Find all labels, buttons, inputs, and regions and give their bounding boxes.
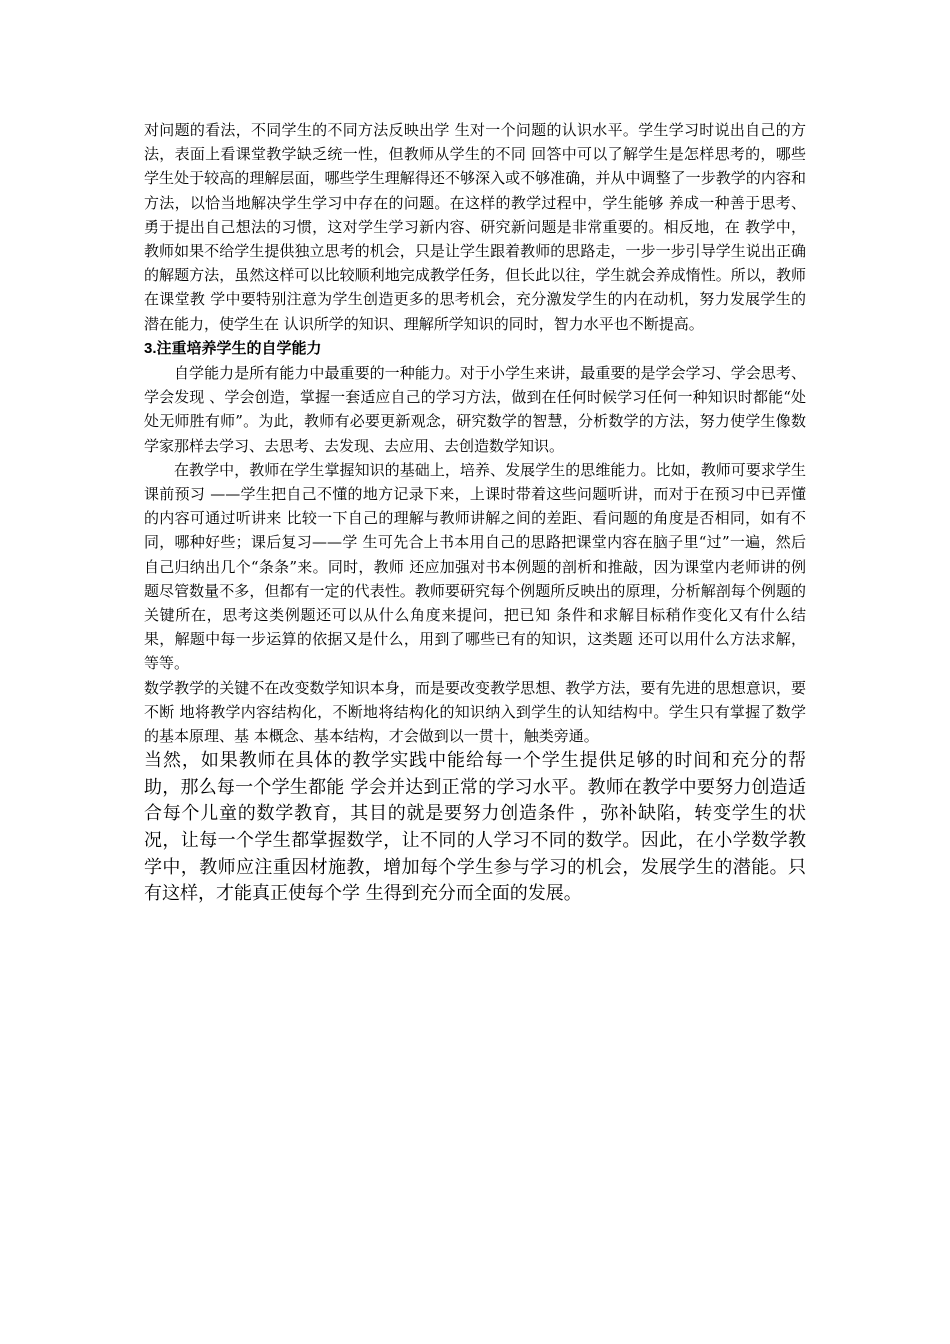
section-number: 3. <box>144 339 157 357</box>
section-title: 注重培养学生的自学能力 <box>156 338 322 357</box>
paragraph-self-study: 自学能力是所有能力中最重要的一种能力。对于小学生来讲，最重要的是学会学习、学会思考、学会发现 、学会创造，掌握一套适应自己的学习方法，做到在任何时候学习任何一种知识时都能“处处无师胜有师”。为此，教师有必要更新观念，研究数学的智慧，分析数学的方法，努力使学生像数学家那样去学习、去思考、去发现、去应用、去创造数学知识。 <box>144 364 806 455</box>
paragraph-teaching-key: 数学教学的关键不在改变数学知识本身，而是要改变教学思想、教学方法，要有先进的思想意识，要不断 地将教学内容结构化，不断地将结构化的知识纳入到学生的认知结构中。学生只有掌握了数学的基本原理、基 本概念、基本结构，才会做到以一贯十，触类旁通。 <box>144 678 806 746</box>
paragraph-thinking-ability: 在教学中，教师在学生掌握知识的基础上，培养、发展学生的思维能力。比如，教师可要求学生课前预习 ——学生把自己不懂的地方记录下来，上课时带着这些问题听讲，而对于在预习中已弄懂的内容可通过听讲来 比较一下自己的理解与教师讲解之间的差距、看问题的角度是否相同，如有不同，哪种好些；课后复习——学 生可先合上书本用自己的思路把课堂内容在脑子里“过”一遍，然后自己归纳出几个“条条”来。同时，教师 还应加强对书本例题的剖析和推敲，因为课堂内老师讲的例题尽管数量不多，但都有一定的代表性。教师要研究每个例题所反映出的原理，分析解剖每个例题的关键所在，思考这类例题还可以从什么角度来提问，把已知 条件和求解目标稍作变化又有什么结果，解题中每一步运算的依据又是什么，用到了哪些已有的知识，这类题 还可以用什么方法求解，等等。 <box>144 460 806 673</box>
document-page <box>144 118 806 908</box>
section-heading <box>144 336 806 361</box>
paragraph-conclusion: 当然，如果教师在具体的教学实践中能给每一个学生提供足够的时间和充分的帮助，那么每一个学生都能 学会并达到正常的学习水平。教师在教学中要努力创造适合每个儿童的数学教育，其目的就是要努力创造条件 ，弥补缺陷，转变学生的状况，让每一个学生都掌握数学，让不同的人学习不同的数学。因此，在小学数学教 学中，教师应注重因材施教，增加每个学生参与学习的机会，发展学生的潜能。只有这样，才能真正使每个学 生得到充分而全面的发展。 <box>144 750 806 905</box>
paragraph-continuation: 对问题的看法，不同学生的不同方法反映出学 生对一个问题的认识水平。学生学习时说出自己的方法，表面上看课堂教学缺乏统一性，但教师从学生的不同 回答中可以了解学生是怎样思考的，哪些学生处于较高的理解层面，哪些学生理解得还不够深入或不够准确，并从中调整了一步教学的内容和方法，以恰当地解决学生学习中存在的问题。在这样的教学过程中，学生能够 养成一种善于思考、勇于提出自己想法的习惯，这对学生学习新内容、研究新问题是非常重要的。相反地，在 教学中，教师如果不给学生提供独立思考的机会，只是让学生跟着教师的思路走，一步一步引导学生说出正确 的解题方法，虽然这样可以比较顺利地完成教学任务，但长此以往，学生就会养成惰性。所以，教师在课堂教 学中要特别注意为学生创造更多的思考机会，充分激发学生的内在动机，努力发展学生的潜在能力，使学生在 认识所学的知识、理解所学知识的同时，智力水平也不断提高。 <box>144 121 806 333</box>
